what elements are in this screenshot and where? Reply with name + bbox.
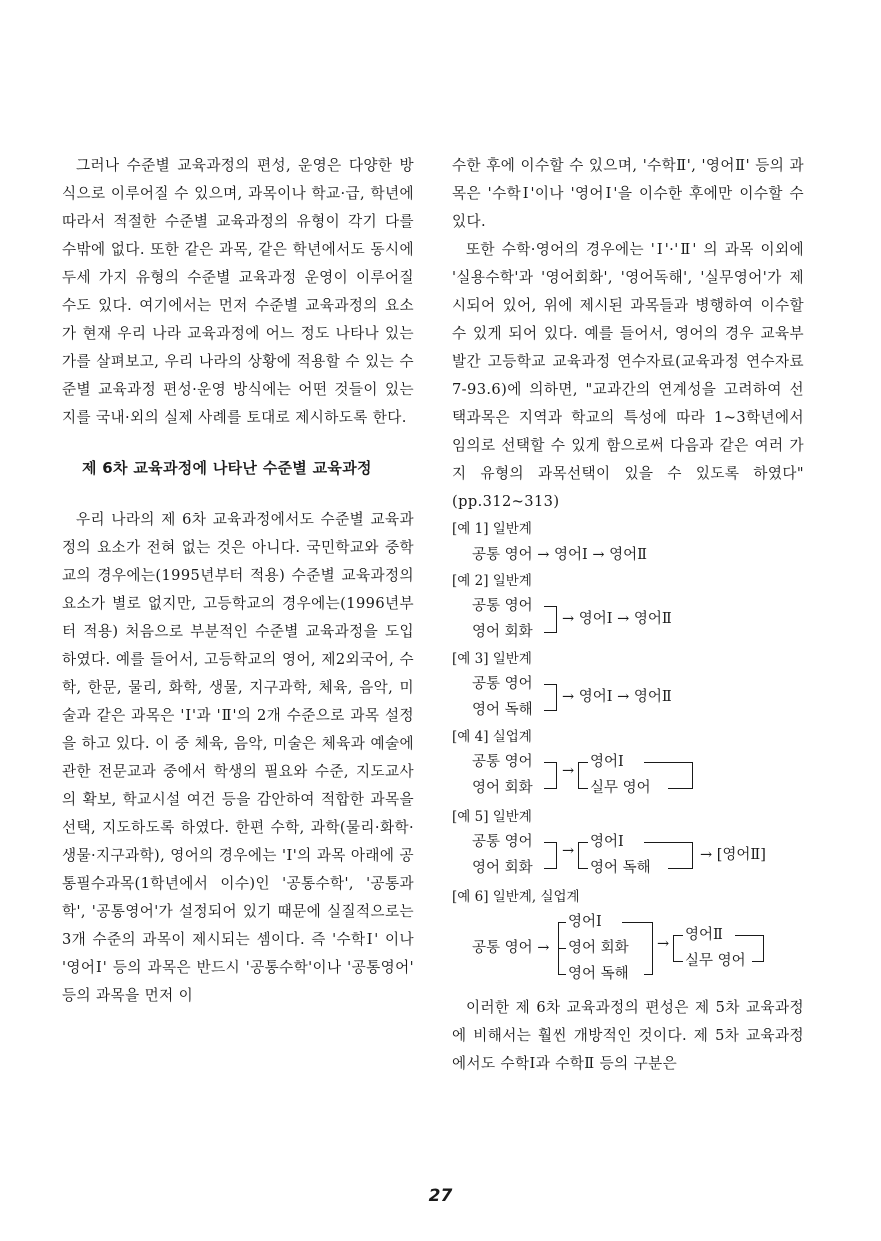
- ex2-common-english: 공통 영어: [472, 598, 533, 614]
- ex5-left-bracket-top: [544, 842, 556, 843]
- page-number: 27: [428, 1186, 453, 1206]
- ex3-bracket-bottom: [544, 710, 556, 711]
- ex6-business-english: 실무 영어: [685, 953, 746, 969]
- ex4-right-bracket-top: [578, 762, 588, 763]
- example-1-label: [예 1] 일반계: [452, 521, 532, 537]
- ex4-close-top: [644, 762, 692, 763]
- example-2-diagram: [472, 594, 804, 646]
- ex5-right-bracket-bottom: [578, 868, 588, 869]
- ex2-bracket-vertical: [556, 606, 557, 633]
- ex6-start: 공통 영어 →: [472, 940, 550, 956]
- ex6-right-bracket-vertical: [673, 935, 674, 962]
- ex4-left-bracket-vertical: [556, 762, 557, 789]
- right-paragraph-2: 또한 수학·영어의 경우에는 'Ⅰ'·'Ⅱ' 의 과목 이외에 '실용수학'과 '영어회화', '영어독해', '실무영어'가 제시되어 있어, 위에 제시된 과목들과 병행하여 이수할 수 있게 되어 있다. 예를 들어서, 영어의 경우 교육부 발간 고등학교 교육과정 연수자료(교육과정 연수자료 7-93.6)에 의하면, "교과간의 연계성을 고려하여 선택과목은 지역과 학교의 특성에 따라 1~3학년에서 임의로 선택할 수 있게 함으로써 다음과 같은 여러 가지 유형의 과목선택이 있을 수 있도록 하였다" (pp.312~313): [452, 241, 804, 510]
- ex5-left-bracket-vertical: [556, 842, 557, 869]
- ex4-left-bracket-top: [544, 762, 556, 763]
- ex4-right-bracket-bottom: [578, 788, 588, 789]
- ex5-left-bracket-bottom: [544, 868, 556, 869]
- ex5-right-bracket-top: [578, 842, 588, 843]
- ex5-tail: → [영어Ⅱ]: [700, 847, 766, 863]
- ex6-right-bracket-top: [673, 935, 683, 936]
- ex6-close-top: [735, 935, 763, 936]
- ex4-left-bracket-bottom: [544, 788, 556, 789]
- ex5-arrow: →: [562, 843, 575, 859]
- ex6-english-2: 영어Ⅱ: [685, 927, 723, 943]
- left-paragraph-1: 그러나 수준별 교육과정의 편성, 운영은 다양한 방식으로 이루어질 수 있으며, 과목이나 학교·급, 학년에 따라서 적절한 수준별 교육과정의 유형이 각기 다를 수밖에 없다. 또한 같은 과목, 같은 학년에서도 동시에 두세 가지 유형의 수준별 교육과정 운영이 이루어질 수도 있다. 여기에서는 먼저 수준별 교육과정의 요소가 현재 우리 나라 교육과정에 어느 정도 나타나 있는가를 살펴보고, 우리 나라의 상황에 적용할 수 있는 수준별 교육과정 편성·운영 방식에는 어떤 것들이 있는지를 국내·외의 실제 사례를 토대로 제시하도록 한다.: [62, 157, 414, 426]
- ex6-close-bottom: [752, 961, 763, 962]
- ex5-conversation: 영어 회화: [472, 860, 533, 876]
- ex6-english-1: 영어Ⅰ: [568, 914, 602, 930]
- section-heading: 제 6차 교육과정에 나타난 수준별 교육과정: [82, 459, 372, 477]
- example-4-diagram: [472, 750, 804, 804]
- right-column: [452, 152, 804, 1078]
- example-6-diagram: [472, 910, 804, 990]
- ex2-conversation: 영어 회화: [472, 624, 533, 640]
- ex3-tail: → 영어Ⅰ → 영어Ⅱ: [562, 689, 672, 705]
- ex5-common-english: 공통 영어: [472, 834, 533, 850]
- ex6-reading: 영어 독해: [568, 966, 629, 982]
- ex6-arrow: →: [657, 936, 670, 952]
- ex6-fork-bottom: [558, 974, 566, 975]
- ex2-bracket-bottom: [544, 632, 556, 633]
- ex5-english-1: 영어Ⅰ: [590, 834, 624, 850]
- ex6-join-top: [622, 922, 652, 923]
- ex6-join-vertical: [652, 922, 653, 975]
- ex6-conversation: 영어 회화: [568, 940, 629, 956]
- ex6-fork-middle: [558, 948, 566, 949]
- ex4-arrow: →: [562, 763, 575, 779]
- ex2-bracket-top: [544, 606, 556, 607]
- ex6-close-vertical: [763, 935, 764, 962]
- ex3-bracket-vertical: [556, 684, 557, 711]
- ex2-tail: → 영어Ⅰ → 영어Ⅱ: [562, 611, 672, 627]
- example-3-label: [예 3] 일반계: [452, 651, 532, 667]
- left-column: [62, 152, 414, 1010]
- right-paragraph-1: 수한 후에 이수할 수 있으며, '수학Ⅱ', '영어Ⅱ' 등의 과목은 '수학Ⅰ'이나 '영어Ⅰ'을 이수한 후에만 이수할 수 있다.: [452, 157, 804, 230]
- ex4-business-english: 실무 영어: [590, 780, 651, 796]
- ex4-close-vertical: [692, 762, 693, 789]
- ex3-common-english: 공통 영어: [472, 676, 533, 692]
- ex4-english-1: 영어Ⅰ: [590, 754, 624, 770]
- ex3-reading: 영어 독해: [472, 702, 533, 718]
- ex4-close-bottom: [668, 788, 692, 789]
- ex5-close-bottom: [668, 868, 692, 869]
- example-5-label: [예 5] 일반계: [452, 809, 532, 825]
- ex6-right-bracket-bottom: [673, 961, 683, 962]
- example-3-diagram: [472, 672, 804, 724]
- ex3-bracket-top: [544, 684, 556, 685]
- example-6-label: [예 6] 일반계, 실업계: [452, 889, 580, 905]
- ex6-join-bottom: [644, 974, 652, 975]
- ex4-conversation: 영어 회화: [472, 780, 533, 796]
- ex5-close-vertical: [692, 842, 693, 869]
- ex4-right-bracket-vertical: [578, 762, 579, 789]
- example-1-body: 공통 영어 → 영어Ⅰ → 영어Ⅱ: [472, 547, 647, 563]
- ex5-close-top: [644, 842, 692, 843]
- example-2-label: [예 2] 일반계: [452, 573, 532, 589]
- ex5-reading: 영어 독해: [590, 860, 651, 876]
- right-paragraph-3: 이러한 제 6차 교육과정의 편성은 제 5차 교육과정에 비해서는 훨씬 개방적인 것이다. 제 5차 교육과정에서도 수학Ⅰ과 수학Ⅱ 등의 구분은: [452, 999, 804, 1072]
- ex5-right-bracket-vertical: [578, 842, 579, 869]
- example-5-diagram: [472, 830, 804, 884]
- left-paragraph-2: 우리 나라의 제 6차 교육과정에서도 수준별 교육과정의 요소가 전혀 없는 것은 아니다. 국민학교와 중학교의 경우에는(1995년부터 적용) 수준별 교육과정의 요소가 별로 없지만, 고등학교의 경우에는(1996년부터 적용) 처음으로 부분적인 수준별 교육과정을 도입하였다. 예를 들어서, 고등학교의 영어, 제2외국어, 수학, 한문, 물리, 화학, 생물, 지구과학, 체육, 음악, 미술과 같은 과목은 'Ⅰ'과 'Ⅱ'의 2개 수준으로 과목 설정을 하고 있다. 이 중 체육, 음악, 미술은 체육과 예술에 관한 전문교과 중에서 학생의 필요와 수준, 지도교사의 확보, 학교시설 여건 등을 감안하여 적합한 과목을 선택, 지도하도록 하였다. 한편 수학, 과학(물리·화학·생물·지구과학), 영어의 경우에는 'Ⅰ'의 과목 아래에 공통필수과목(1학년에서 이수)인 '공통수학', '공통과학', '공통영어'가 설정되어 있기 때문에 실질적으로는 3개 수준의 과목이 제시되는 셈이다. 즉 '수학Ⅰ' 이나 '영어Ⅰ' 등의 과목은 반드시 '공통수학'이나 '공통영어' 등의 과목을 먼저 이: [62, 511, 414, 1004]
- ex4-common-english: 공통 영어: [472, 754, 533, 770]
- example-4-label: [예 4] 실업계: [452, 729, 532, 745]
- ex6-fork-top: [558, 922, 566, 923]
